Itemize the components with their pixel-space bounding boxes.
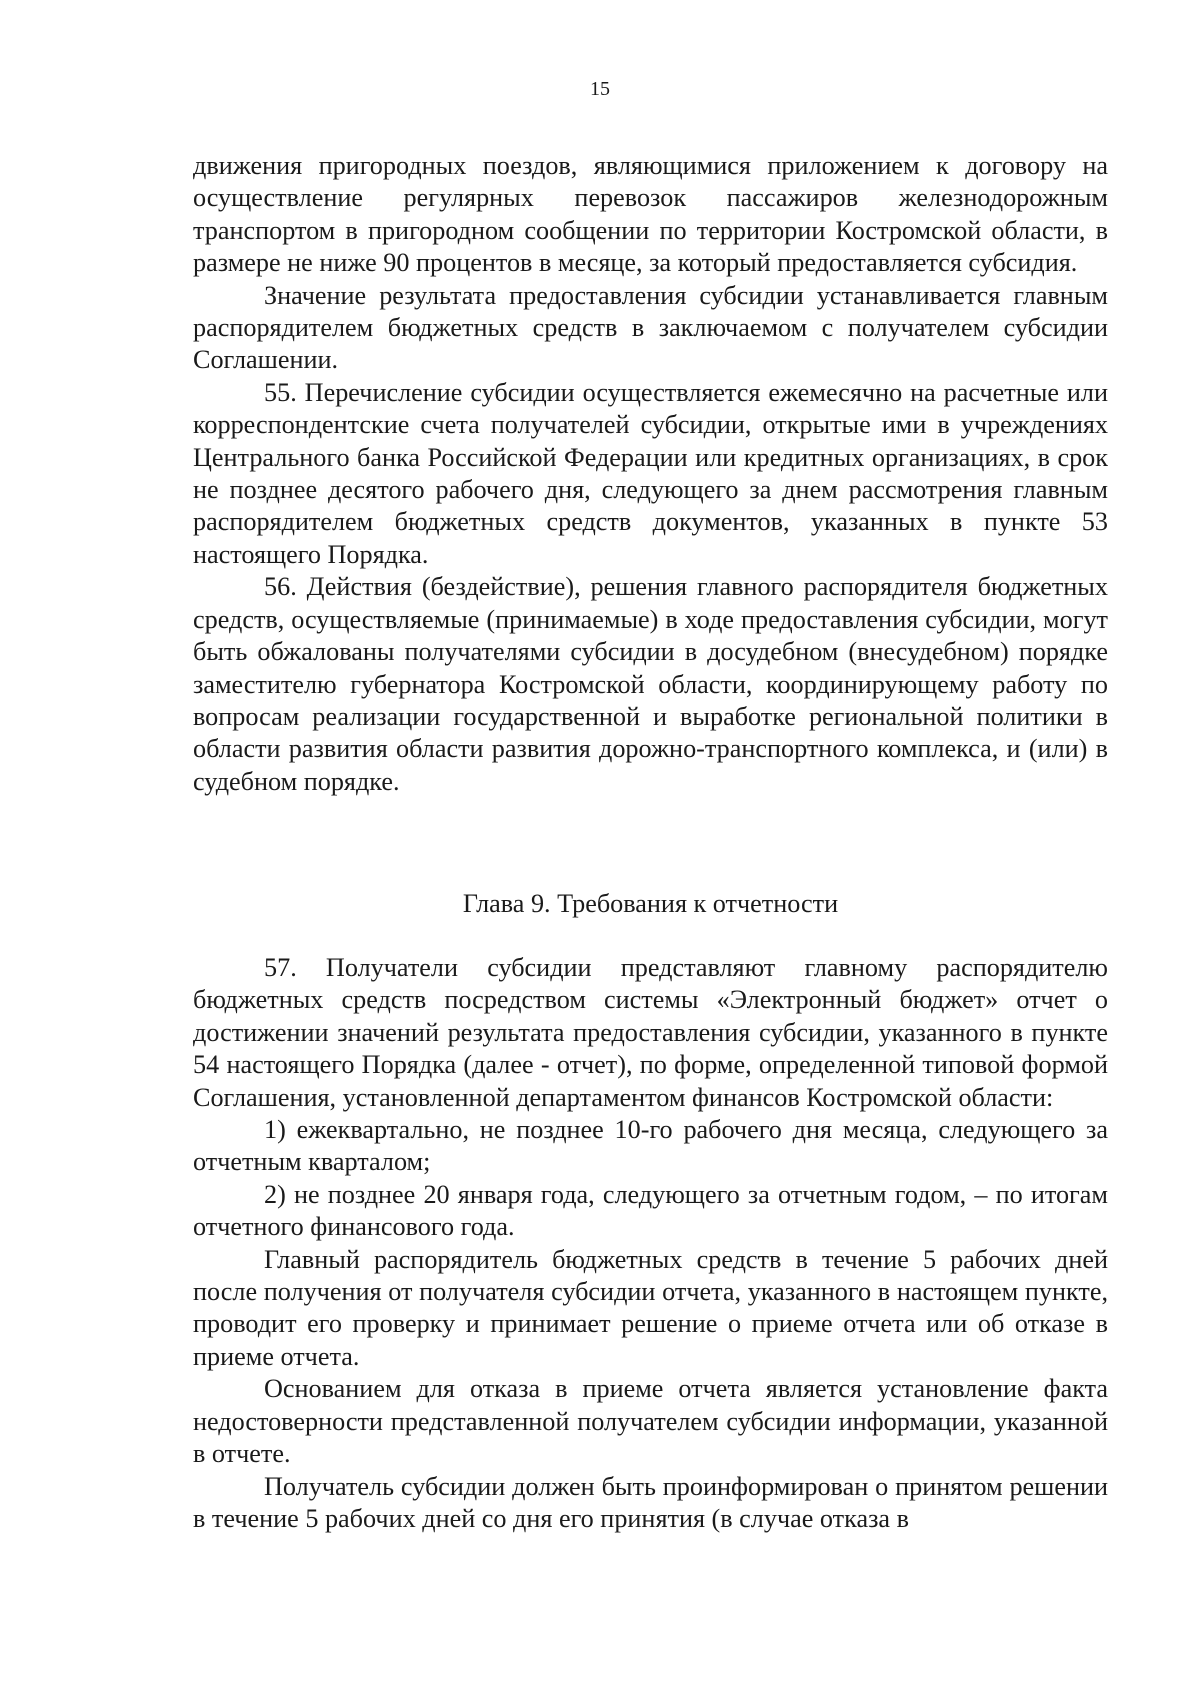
paragraph-55: 55. Перечисление субсидии осуществляется ежемесячно на расчетные или корреспондентские счета получателей субсидии, открытые ими в учреждениях Центрального банка Российской Федерации или кредитных организациях, в срок не позднее десятого рабочего дня, следующего за днем рассмотрения главным распорядителем бюджетных средств документов, указанных в пункте 53 настоящего Порядка. bbox=[193, 377, 1108, 569]
paragraph-56: 56. Действия (бездействие), решения главного распорядителя бюджетных средств, осуществляемые (принимаемые) в ходе предоставления субсидии, могут быть обжалованы получателями субсидии в досудебном (внесудебном) порядке заместителю губернатора Костромской области, координирующему работу по вопросам реализации государственной и выработке региональной политики в области развития области развития дорожно-транспортного комплекса, и (или) в судебном порядке. bbox=[193, 572, 1108, 796]
paragraph-57: 57. Получатели субсидии представляют главному распорядителю бюджетных средств посредством системы «Электронный бюджет» отчет о достижении значений результата предоставления субсидии, указанного в пункте 54 настоящего Порядка (далее - отчет), по форме, определенной типовой формой Соглашения, установленной департаментом финансов Костромской области: bbox=[193, 953, 1108, 1112]
chapter-heading: Глава 9. Требования к отчетности bbox=[462, 889, 839, 918]
text-block-top bbox=[193, 150, 1108, 798]
paragraph-notification: Получатель субсидии должен быть проинформирован о принятом решении в течение 5 рабочих дней со дня его принятия (в случае отказа в bbox=[193, 1471, 1108, 1533]
list-item-annual: 2) не позднее 20 января года, следующего за отчетным годом, – по итогам отчетного финансового года. bbox=[193, 1179, 1108, 1242]
text-block-bottom bbox=[193, 952, 1108, 1535]
paragraph-continuation: движения пригородных поездов, являющимися приложением к договору на осуществление регулярных перевозок пассажиров железнодорожным транспортом в пригородном сообщении по территории Костромской области, в размере не ниже 90 процентов в месяце, за который предоставляется субсидия. bbox=[193, 151, 1108, 278]
page-number: 15 bbox=[590, 78, 610, 100]
paragraph-refusal-grounds: Основанием для отказа в приеме отчета является установление факта недостоверности представленной получателем субсидии информации, указанной в отчете. bbox=[193, 1374, 1108, 1469]
paragraph-review: Главный распорядитель бюджетных средств в течение 5 рабочих дней после получения от получателя субсидии отчета, указанного в настоящем пункте, проводит его проверку и принимает решение о приеме отчета или об отказе в приеме отчета. bbox=[193, 1244, 1108, 1371]
paragraph-result-value: Значение результата предоставления субсидии устанавливается главным распорядителем бюджетных средств в заключаемом с получателем субсидии Соглашении. bbox=[193, 280, 1108, 375]
list-item-quarterly: 1) ежеквартально, не позднее 10-го рабочего дня месяца, следующего за отчетным кварталом; bbox=[193, 1115, 1108, 1177]
